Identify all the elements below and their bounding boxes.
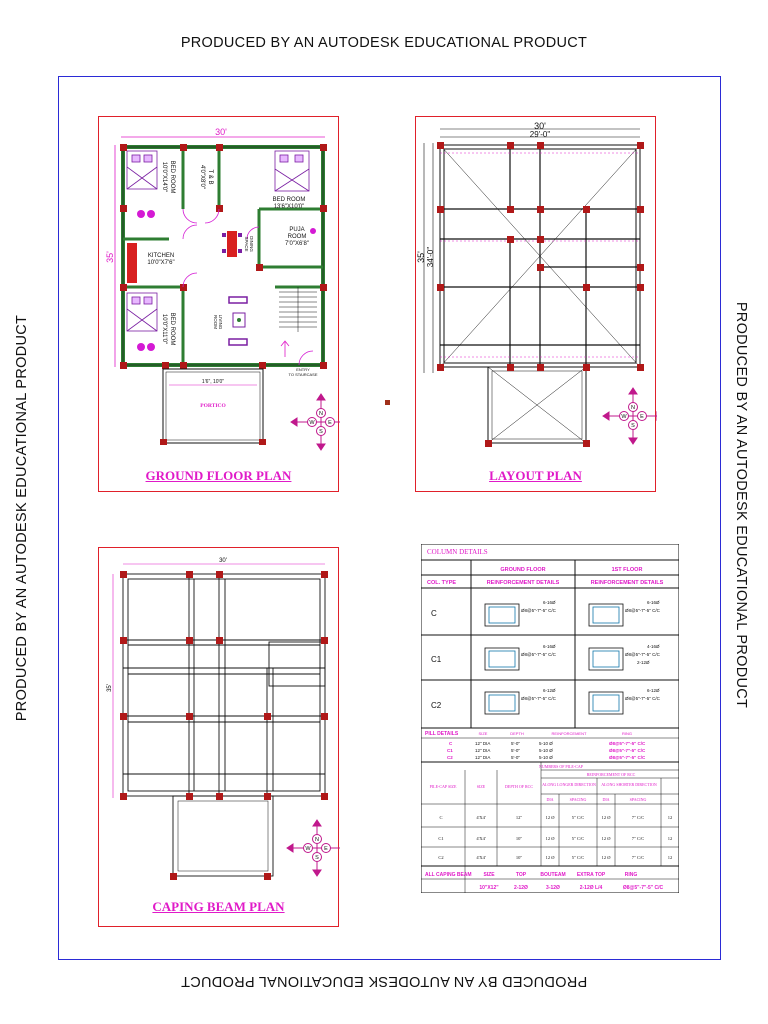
- gf-bed2-size: 13'6"X10'0": [273, 204, 305, 210]
- beam-h-ring: RING: [624, 872, 638, 878]
- pilecap-r1-type: C: [439, 815, 443, 820]
- watermark-bottom: PRODUCED BY AN AUTODESK EDUCATIONAL PRODUCT: [180, 973, 588, 989]
- pilecap-r2-sp2: 7" C/C: [631, 836, 645, 841]
- col-row3-gf-bar: 6-12Ø: [543, 688, 556, 693]
- gf-width-dim: 30': [215, 127, 227, 137]
- pill-h-size: SIZE: [478, 731, 488, 736]
- pill-r2-depth: 5'-0": [511, 748, 520, 753]
- gf-portico: PORTICO: [200, 403, 226, 409]
- gf-bed1-label: BED ROOM: [169, 160, 175, 194]
- pilecap-subtitle: REINFORCEMENT OF RCC: [586, 772, 636, 777]
- col-row2-ff-ring: Ø8@5"-7"-5" C/C: [625, 652, 660, 657]
- pill-r3-depth: 5'-0": [511, 755, 520, 760]
- gf-toilet-label: T & B: [207, 169, 213, 185]
- gf-living-label: LIVING: [218, 314, 223, 330]
- col-row1-gf-bar: 6-16Ø: [543, 600, 556, 605]
- pilecap-h-type: PILE-CAP SIZE: [429, 784, 457, 789]
- pilecap-title: NUMBERS OF PILE-CAP: [538, 764, 584, 769]
- pilecap-r1-extra: 12: [667, 815, 673, 820]
- gf-stair-note: ENTRY: [296, 367, 310, 372]
- pilecap-r2-extra: 12: [667, 836, 673, 841]
- layout-height-inner: 34'-0": [426, 246, 435, 268]
- col-row2-ff-extra: 2-12Ø: [637, 660, 650, 665]
- pilecap-sh-dia2: DIA: [602, 797, 610, 802]
- pill-r2-size: 12" DIA: [475, 748, 491, 753]
- svg-text:N: N: [631, 405, 635, 411]
- pilecap-sh-sp2: SPACING: [629, 797, 647, 802]
- gf-porch-dim: 1'6", 10'0": [201, 379, 225, 385]
- pilecap-r3-size: 4'X4': [476, 855, 486, 860]
- pill-r1-depth: 5'-0": [511, 741, 520, 746]
- beam-v-size: 10"X12": [479, 885, 499, 891]
- col-header-gf: GROUND FLOOR: [500, 567, 546, 573]
- col-row1-ff-ring: Ø8@5"-7"-5" C/C: [625, 608, 660, 613]
- pilecap-h-longer: ALONG LONGER DIRECTION: [542, 782, 596, 787]
- pilecap-r2-type: C1: [438, 836, 444, 841]
- svg-text:E: E: [640, 414, 644, 420]
- col-row3-ff-ring: Ø8@5"-7"-5" C/C: [625, 696, 660, 701]
- layout-width-inner: 29'-0": [529, 130, 551, 139]
- gf-height-dim: 35': [105, 251, 115, 263]
- col-details-title: COLUMN DETAILS: [427, 548, 488, 556]
- watermark-top: PRODUCED BY AN AUTODESK EDUCATIONAL PRODUCT: [180, 35, 588, 51]
- layout-width-outer: 30': [534, 121, 546, 131]
- beam-h-extratop: EXTRA TOP: [576, 872, 606, 878]
- pilecap-r1-dia1: 12 Ø: [545, 815, 555, 820]
- svg-text:E: E: [328, 420, 332, 426]
- svg-text:E: E: [324, 846, 328, 852]
- layout-panel: [415, 116, 656, 492]
- pilecap-r2-depth: 10": [515, 836, 523, 841]
- beam-row-label: ALL CAPING BEAM: [425, 872, 472, 878]
- gf-kitchen-label: KITCHEN: [147, 253, 175, 259]
- pilecap-r1-sp2: 7" C/C: [631, 815, 645, 820]
- gf-puja-label2: ROOM: [287, 234, 307, 240]
- beam-width-dim: 30': [219, 558, 227, 564]
- svg-text:S: S: [315, 855, 319, 861]
- pill-r1-type: C: [449, 741, 453, 746]
- column-details-table: [421, 544, 679, 893]
- col-row1-gf-ring: Ø8@5"-7"-5" C/C: [521, 608, 556, 613]
- svg-text:N: N: [315, 837, 319, 843]
- col-row3-type: C2: [431, 701, 442, 710]
- pill-r1-ring: Ø8@5"-7"-5" C/C: [609, 741, 646, 746]
- layout-compass-icon: [603, 388, 657, 444]
- gf-bed2-label: BED ROOM: [272, 197, 306, 203]
- pilecap-r1-depth: 12": [515, 815, 523, 820]
- watermark-right: PRODUCED BY AN AUTODESK EDUCATIONAL PRODUCT: [733, 301, 749, 709]
- pilecap-r2-size: 4'X4': [476, 836, 486, 841]
- pilecap-h-shorter: ALONG SHORTER DIRECTION: [601, 782, 657, 787]
- col-row3-gf-ring: Ø8@5"-7"-5" C/C: [521, 696, 556, 701]
- col-header-reinf-gf: REINFORCEMENT DETAILS: [486, 580, 560, 586]
- gf-dining-label2: SPACE: [244, 236, 249, 252]
- pilecap-r3-sp2: 7" C/C: [631, 855, 645, 860]
- pill-r3-reinf: 5-10 Ø: [539, 755, 553, 760]
- ground-floor-panel: [98, 116, 339, 492]
- gf-puja-label: PUJA: [289, 227, 305, 233]
- pill-r1-size: 12" DIA: [475, 741, 491, 746]
- gf-bed1-size: 10'0"X14'0": [161, 161, 167, 193]
- svg-text:W: W: [309, 420, 315, 426]
- pilecap-r3-dia2: 12 Ø: [601, 855, 611, 860]
- layout-drawing: [416, 117, 657, 493]
- pill-r2-type: C1: [447, 748, 453, 753]
- pilecap-r1-sp1: 5" C/C: [571, 815, 585, 820]
- col-row1-type: C: [431, 609, 437, 618]
- pilecap-r1-dia2: 12 Ø: [601, 815, 611, 820]
- gf-compass-icon: [291, 394, 340, 450]
- pilecap-r3-extra: 12: [667, 855, 673, 860]
- gf-kitchen-size: 10'0"X7'6": [147, 260, 175, 266]
- pill-r3-size: 12" DIA: [475, 755, 491, 760]
- beam-h-top: TOP: [515, 872, 527, 878]
- pilecap-r3-type: C2: [438, 855, 444, 860]
- pilecap-h-size: SIZE: [476, 784, 486, 789]
- ground-floor-drawing: [99, 117, 340, 493]
- gf-puja-size: 7'0"X6'8": [285, 241, 309, 247]
- beam-h-size: SIZE: [483, 872, 495, 878]
- pill-r3-type: C2: [447, 755, 453, 760]
- pilecap-r3-sp1: 5" C/C: [571, 855, 585, 860]
- beam-title: CAPING BEAM PLAN: [152, 899, 285, 914]
- pilecap-r2-sp1: 5" C/C: [571, 836, 585, 841]
- svg-text:S: S: [631, 423, 635, 429]
- beam-panel: [98, 547, 339, 927]
- col-header-reinf-ff: REINFORCEMENT DETAILS: [590, 580, 664, 586]
- gf-bed3-size: 10'0"X11'0": [161, 313, 167, 345]
- col-row2-gf-bar: 6-16Ø: [543, 644, 556, 649]
- gf-dining-label: DINING: [249, 236, 254, 252]
- svg-text:W: W: [305, 846, 311, 852]
- beam-drawing: [99, 548, 340, 928]
- beam-height-dim: 35': [107, 684, 113, 692]
- pilecap-r3-depth: 10": [515, 855, 523, 860]
- layout-title: LAYOUT PLAN: [489, 468, 582, 483]
- layout-height-outer: 35': [416, 251, 426, 263]
- pilecap-h-depth: DEPTH OF RCC: [504, 784, 534, 789]
- gf-toilet-size: 4'0"X8'0": [199, 165, 205, 189]
- beam-v-top: 2-12Ø: [514, 885, 528, 891]
- col-row1-ff-bar: 6-16Ø: [647, 600, 660, 605]
- pill-r3-ring: Ø8@5"-7"-5" C/C: [609, 755, 646, 760]
- watermark-left: PRODUCED BY AN AUTODESK EDUCATIONAL PRODUCT: [14, 314, 30, 722]
- beam-compass-icon: [287, 820, 340, 876]
- pilecap-r3-dia1: 12 Ø: [545, 855, 555, 860]
- svg-text:N: N: [319, 411, 323, 417]
- pill-title: PILL DETAILS: [425, 731, 459, 737]
- gf-stair-note2: TO STAIRCASE: [288, 372, 318, 377]
- pill-r2-reinf: 5-10 Ø: [539, 748, 553, 753]
- pill-h-reinf: REINFORCEMENT: [551, 731, 587, 736]
- pilecap-r1-size: 4'X4': [476, 815, 486, 820]
- col-row2-type: C1: [431, 655, 442, 664]
- svg-text:W: W: [621, 414, 627, 420]
- pill-r1-reinf: 5-10 Ø: [539, 741, 553, 746]
- ground-floor-title: GROUND FLOOR PLAN: [145, 468, 292, 483]
- pilecap-sh-sp1: SPACING: [569, 797, 587, 802]
- beam-v-bottom: 3-12Ø: [546, 885, 560, 891]
- col-row2-ff-bar: 4-16Ø: [647, 644, 660, 649]
- column-details-svg: [421, 544, 679, 893]
- svg-text:S: S: [319, 429, 323, 435]
- col-row2-gf-ring: Ø8@5"-7"-5" C/C: [521, 652, 556, 657]
- beam-v-extratop: 2-12Ø L/4: [579, 885, 603, 891]
- col-header-ff: 1ST FLOOR: [611, 567, 643, 573]
- col-header-type: COL. TYPE: [427, 580, 457, 586]
- beam-v-ring: Ø8@5"-7"-5" C/C: [622, 885, 664, 891]
- pilecap-r2-dia2: 12 Ø: [601, 836, 611, 841]
- pill-r2-ring: Ø8@5"-7"-5" C/C: [609, 748, 646, 753]
- gf-living-label2: ROOM: [213, 315, 218, 329]
- pill-h-ring: RING: [622, 731, 632, 736]
- pilecap-r2-dia1: 12 Ø: [545, 836, 555, 841]
- gf-bed3-label: BED ROOM: [169, 312, 175, 346]
- pilecap-sh-dia1: DIA: [546, 797, 554, 802]
- marker-dot: [385, 400, 390, 405]
- beam-h-bottom: BOUTEAM: [540, 872, 566, 878]
- col-row3-ff-bar: 6-12Ø: [647, 688, 660, 693]
- pill-h-depth: DEPTH: [510, 731, 524, 736]
